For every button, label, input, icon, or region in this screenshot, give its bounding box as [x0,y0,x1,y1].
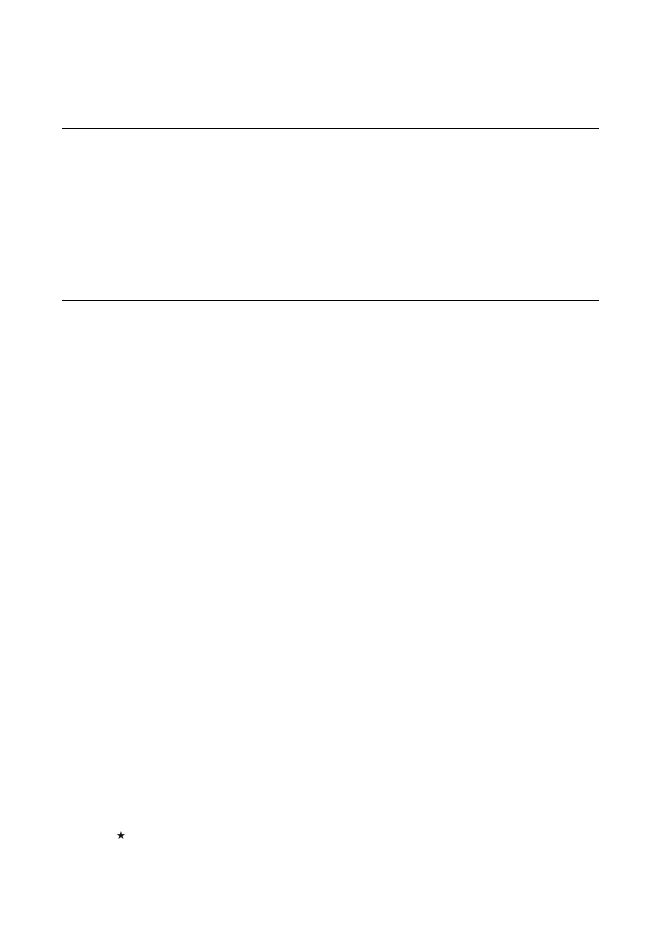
date-rule [62,300,599,301]
header-rule [62,128,599,129]
star-icon: ★ [116,830,126,842]
